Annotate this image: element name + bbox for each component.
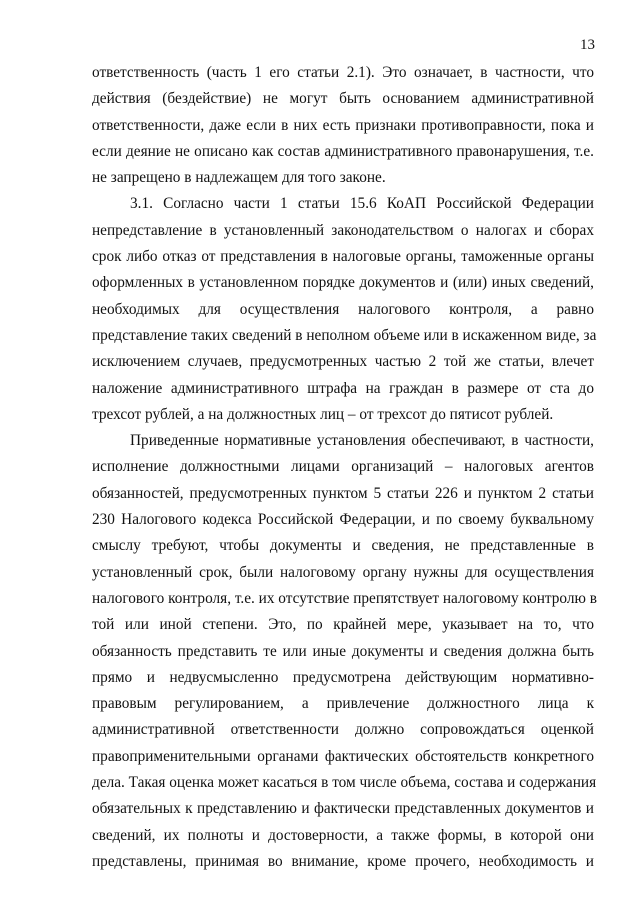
text-line: правоприменительными органами фактических обстоятельств конкретного	[92, 747, 594, 765]
text-line: наложение административного штрафа на граждан в размере от ста до	[92, 379, 594, 397]
text-line: действия (бездействие) не могут быть основанием административной	[92, 90, 594, 108]
text-line: непредставление в установленный законодательством о налогах и сборах	[92, 221, 594, 239]
text-line: налогового контроля, т.е. их отсутствие препятствует налоговому контролю в	[92, 589, 597, 607]
text-line: исключением случаев, предусмотренных частью 2 той же статьи, влечет	[92, 353, 594, 371]
text-line: представлены, принимая во внимание, кроме прочего, необходимость и	[92, 852, 594, 870]
text-line: 3.1. Согласно части 1 статьи 15.6 КоАП Российской Федерации	[130, 195, 594, 213]
text-line: трехсот рублей, а на должностных лиц – от трехсот до пятисот рублей.	[92, 405, 554, 423]
text-line: той или иной степени. Это, по крайней мере, указывает на то, что	[92, 616, 594, 634]
text-line: ответственности, даже если в них есть признаки противоправности, пока и	[92, 116, 594, 134]
text-line: срок либо отказ от представления в налоговые органы, таможенные органы	[92, 248, 594, 266]
paragraph-1	[92, 60, 594, 191]
text-line: оформленных в установленном порядке документов и (или) иных сведений,	[92, 274, 594, 292]
text-line: необходимых для осуществления налогового контроля, а равно	[92, 300, 594, 318]
text-line: если деяние не описано как состав административного правонарушения, т.е.	[92, 142, 594, 160]
text-line: смыслу требуют, чтобы документы и сведения, не представленные в	[92, 537, 594, 555]
text-line: представление таких сведений в неполном объеме или в искаженном виде, за	[92, 326, 597, 344]
text-line: установленный срок, были налоговому органу нужны для осуществления	[92, 563, 594, 581]
text-line: Приведенные нормативные установления обеспечивают, в частности,	[130, 432, 594, 450]
text-line: административной ответственности должно сопровождаться оценкой	[92, 721, 594, 739]
text-line: ответственность (часть 1 его статьи 2.1). Это означает, в частности, что	[92, 64, 594, 81]
text-line: правовым регулированием, а привлечение должностного лица к	[92, 695, 594, 713]
page-number: 13	[580, 37, 595, 53]
text-line: исполнение должностными лицами организаций – налоговых агентов	[92, 458, 594, 476]
paragraph-3	[92, 428, 597, 875]
text-line: обязательных к представлению и фактически представленных документов и	[92, 800, 594, 818]
text-line: дела. Такая оценка может касаться в том числе объема, состава и содержания	[92, 774, 597, 792]
text-line: прямо и недвусмысленно предусмотрена действующим нормативно-	[92, 668, 594, 686]
text-line: сведений, их полноты и достоверности, а также формы, в которой они	[92, 826, 594, 844]
text-line: не запрещено в надлежащем для того законе.	[92, 169, 386, 187]
text-line: обязанностей, предусмотренных пунктом 5 статьи 226 и пунктом 2 статьи	[92, 484, 594, 502]
text-line: 230 Налогового кодекса Российской Федерации, и по своему буквальному	[92, 511, 594, 529]
text-line: обязанность представить те или иные документы и сведения должна быть	[92, 642, 594, 660]
paragraph-2	[92, 191, 597, 428]
document-body	[92, 60, 597, 875]
